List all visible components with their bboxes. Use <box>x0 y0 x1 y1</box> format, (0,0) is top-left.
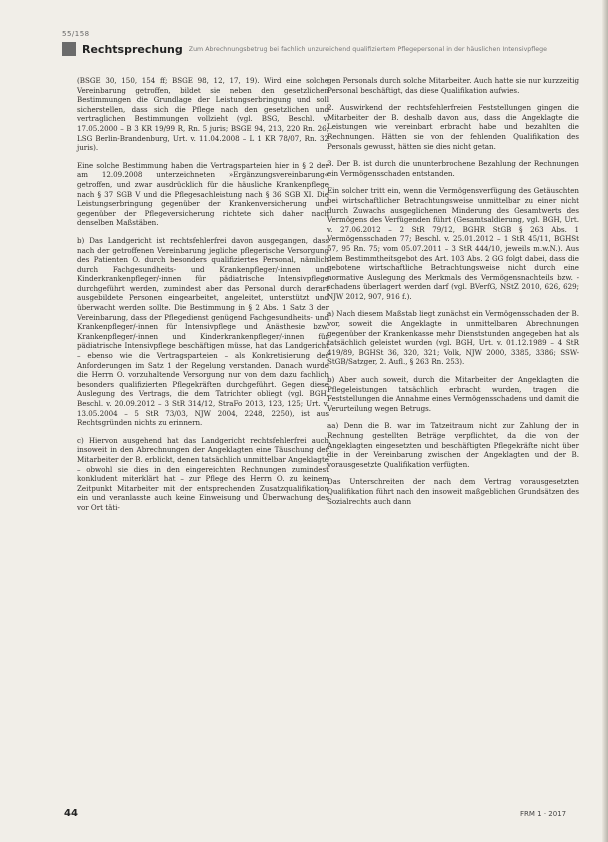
paragraph: (BSGE 30, 150, 154 ff; BSGE 98, 12, 17, 19). Wird eine solche Vereinbarung getroffen, bildet sie neben den gesetzlichen Bestimmungen die Grundlage der Leistungserbringung und soll sicherstellen, dass sich die Pflege nach den gesetzlichen und vertraglichen Bestimmungen vollzieht (vgl. BSG, Beschl. v. 17.05.2000 – B 3 KR 19/99 R, Rn. 5 juris; BSGE 94, 213, 220 Rn. 26; LSG Berlin-Brandenburg, Urt. v. 11.04.2008 – L 1 KR 78/07, Rn. 32 juris). <box>77 76 329 153</box>
paragraph: b) Aber auch soweit, durch die Mitarbeiter der Angeklagten die Pflegeleistungen tatsächlich erbracht wurden, tragen die Feststellungen die Annahme eines Vermögensschadens und damit die Verurteilung wegen Betrugs. <box>327 375 579 413</box>
paragraph: Das Unterschreiten der nach dem Vertrag vorausgesetzten Qualifikation führt nach den insoweit maßgeblichen Grundsätzen des Sozialrechts auch dann <box>327 477 579 506</box>
paragraph: b) Das Landgericht ist rechtsfehlerfrei davon ausgegangen, dass nach der getroffenen Vereinbarung jegliche pflegerische Versorgung des Patienten O. durch besonders qualifiziertes Personal, nämlich durch Fachgesundheits- und Krankenpfleger/-innen und Kinderkrankenpfleger/-innen für pädiatrische Intensivpflege durchgeführt werden, zumindest aber das Personal durch derart ausgebildete Personen eingearbeitet, angeleitet, unterstützt und überwacht werden sollte. Die Bestimmung in § 2 Abs. 1 Satz 3 der Vereinbarung, dass der Pflegedienst genügend Fachgesundheits- und Krankenpfleger/-innen für Intensivpflege und Anästhesie bzw. Krankenpfleger/-innen und Kinderkrankenpfleger/-innen für pädiatrische Intensivpflege beschäftigen müsse, hat das Landgericht – ebenso wie die Vertragsparteien – als Konkretisierung der Anforderungen im Satz 1 der Regelung verstanden. Danach wurde die Herrn O. vorzuhaltende Versorgung nur von dem dazu fachlich besonders qualifizierten Pflegekräften durchgeführt. Gegen diese Auslegung des Vertrags, die dem Tatrichter obliegt (vgl. BGH, Beschl. v. 20.09.2012 – 3 StR 314/12, StraFo 2013, 123, 125; Urt. v. 13.05.2004 – 5 StR 73/03, NJW 2004, 2248, 2250), ist aus Rechtsgründen nichts zu erinnern. <box>77 235 329 428</box>
right-column <box>327 76 579 514</box>
section-square-icon <box>62 42 76 56</box>
page-edge <box>602 0 608 842</box>
running-head: 55/158 <box>62 30 90 38</box>
paragraph: 2. Auswirkend der rechtsfehlerfreien Feststellungen gingen die Mitarbeiter der B. deshalb davon aus, dass die Angeklagte die Leistungen wie vereinbart erbracht habe und bezahlten die Rechnungen. Hätten sie von der fehlenden Qualifikation des Personals gewusst, hätten sie dies nicht getan. <box>327 103 579 151</box>
section-header <box>62 40 582 58</box>
section-title: Rechtsprechung <box>82 42 183 56</box>
paragraph: aa) Denn die B. war im Tatzeitraum nicht zur Zahlung der in Rechnung gestellten Beträge verpflichtet, da die von der Angeklagten eingesetzten und beschäftigten Pflegekräfte nicht über die in der Vereinbarung zwischen der Angeklagten und der B. vorausgesetzte Qualifikation verfügten. <box>327 421 579 469</box>
page-number: 44 <box>64 808 78 819</box>
paragraph: 3. Der B. ist durch die ununterbrochene Bezahlung der Rechnungen ein Vermögensschaden entstanden. <box>327 159 579 178</box>
paragraph: Ein solcher tritt ein, wenn die Vermögensverfügung des Getäuschten bei wirtschaftlicher Betrachtungsweise unmittelbar zu einer nicht durch Zuwachs ausgeglichenen Minderung des Gesamtwerts des Vermögens des Verfügenden führt (Gesamtsaldierung, vgl. BGH, Urt. v. 27.06.2012 – 2 StR 79/12, BGHR StGB § 263 Abs. 1 Vermögensschaden 77; Beschl. v. 25.01.2012 – 1 StR 45/11, BGHSt 57, 95 Rn. 75; vom 05.07.2011 – 3 StR 444/10, jeweils m.w.N.). Aus dem Bestimmtheitsgebot des Art. 103 Abs. 2 GG folgt dabei, dass die gebotene wirtschaftliche Betrachtungsweise nicht durch eine normative Auslegung des Merkmals des Vermögensnachteils bzw. -schadens überlagert werden darf (vgl. BVerfG, NStZ 2010, 626, 629; NJW 2012, 907, 916 f.). <box>327 186 579 301</box>
paragraph: gen Personals durch solche Mitarbeiter. Auch hatte sie nur kurzzeitig Personal beschäftigt, das diese Qualifikation aufwies. <box>327 76 579 95</box>
paragraph: c) Hiervon ausgehend hat das Landgericht rechtsfehlerfrei auch insoweit in den Abrechnungen der Angeklagten eine Täuschung der Mitarbeiter der B. erblickt, denen tatsächlich unmittelbar Angeklagte – obwohl sie dies in den eingereichten Rechnungen zumindest konkludent miterklärt hat – zur Pflege des Herrn O. zu keinem Zeitpunkt Mitarbeiter mit der entsprechenden Zusatzqualifikation ein und veranlasste auch keine Einweisung und Überwachung des vor Ort täti- <box>77 435 329 512</box>
section-subtitle: Zum Abrechnungsbetrug bei fachlich unzureichend qualifiziertem Pflegepersonal in der häuslichen Intensivpflege <box>188 45 548 53</box>
journal-footer: FRM 1 · 2017 <box>520 810 567 818</box>
paragraph: Eine solche Bestimmung haben die Vertragsparteien hier in § 2 der am 12.09.2008 unterzeichneten »Ergänzungsvereinbarung« getroffen, und zwar ausdrücklich für die häusliche Krankenpflege nach § 37 SGB V und die Pflegesachleistung nach § 36 SGB XI. Die Leistungserbringung gegenüber der Krankenversicherung und gegenüber der Pflegeversicherung richtete sich daher nach denselben Maßstäben. <box>77 160 329 228</box>
left-column <box>77 76 329 521</box>
paragraph: a) Nach diesem Maßstab liegt zunächst ein Vermögensschaden der B. vor, soweit die Angeklagte in unmittelbaren Abrechnungen gegenüber der Krankenkasse mehr Dienststunden angegeben hat als tatsächlich geleistet wurden (vgl. BGH, Urt. v. 01.12.1989 – 4 StR 419/89, BGHSt 36, 320, 321; Volk, NJW 2000, 3385, 3386; SSW-StGB/Satzger, 2. Aufl., § 263 Rn. 253). <box>327 309 579 367</box>
